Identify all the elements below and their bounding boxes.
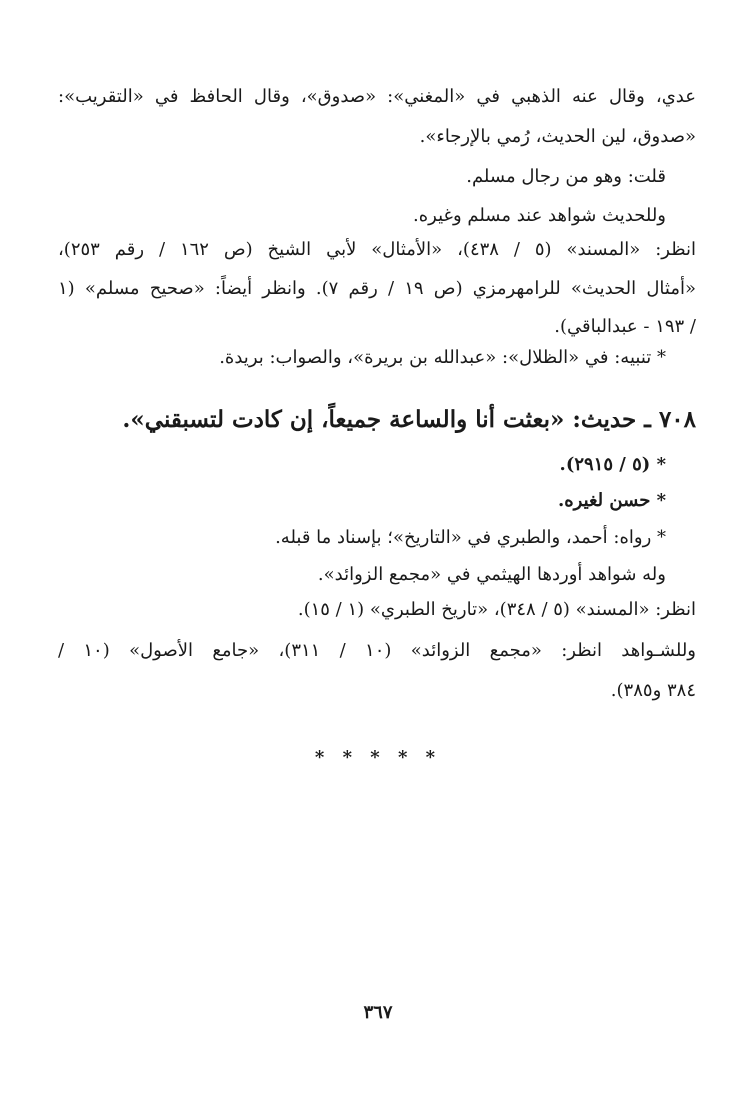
witnesses-line: وله شواهد أوردها الهيثمي في «مجمع الزوائد». bbox=[317, 564, 666, 585]
notice-line: * تنبيه: في «الظلال»: «عبدالله بن بريرة»، والصواب: بريدة. bbox=[219, 347, 666, 368]
text-line-1: عدي، وقال عنه الذهبي في «المغني»: «صدوق»، وقال الحافظ في «التقريب»: bbox=[58, 86, 696, 107]
text-line-15: ٣٨٤ و٣٨٥). bbox=[610, 680, 696, 701]
reference-line: * (٥ / ٢٩١٥). bbox=[559, 454, 666, 475]
page-number: ٣٦٧ bbox=[363, 1002, 393, 1023]
grading-line: * حسن لغيره. bbox=[557, 490, 666, 511]
text-line-3: قلت: وهو من رجال مسلم. bbox=[466, 166, 666, 187]
text-line-2: «صدوق، لين الحديث، رُمي بالإرجاء». bbox=[419, 126, 696, 147]
text-line-6: «أمثال الحديث» للرامهرمزي (ص ١٩ / رقم ٧). وانظر أيضاً: «صحيح مسلم» (١ bbox=[58, 278, 697, 299]
text-line-14: وللشـواهد انظر: «مجمع الزوائد» (١٠ / ٣١١)، «جامع الأصول» (١٠ / bbox=[58, 640, 696, 661]
text-line-5: انظر: «المسند» (٥ / ٤٣٨)، «الأمثال» لأبي الشيخ (ص ١٦٢ / رقم ٢٥٣)، bbox=[58, 239, 696, 260]
text-line-4: وللحديث شواهد عند مسلم وغيره. bbox=[413, 205, 666, 226]
narration-line: * رواه: أحمد، والطبري في «التاريخ»؛ بإسناد ما قبله. bbox=[275, 527, 666, 548]
text-line-7: / ١٩٣ - عبدالباقي). bbox=[554, 316, 696, 337]
sources-line: انظر: «المسند» (٥ / ٣٤٨)، «تاريخ الطبري» (١ / ١٥). bbox=[297, 599, 696, 620]
section-separator: * * * * * bbox=[314, 747, 442, 768]
hadith-heading: ٧٠٨ ـ حديث: «بعثت أنا والساعة جميعاً، إن كادت لتسبقني». bbox=[122, 406, 696, 433]
